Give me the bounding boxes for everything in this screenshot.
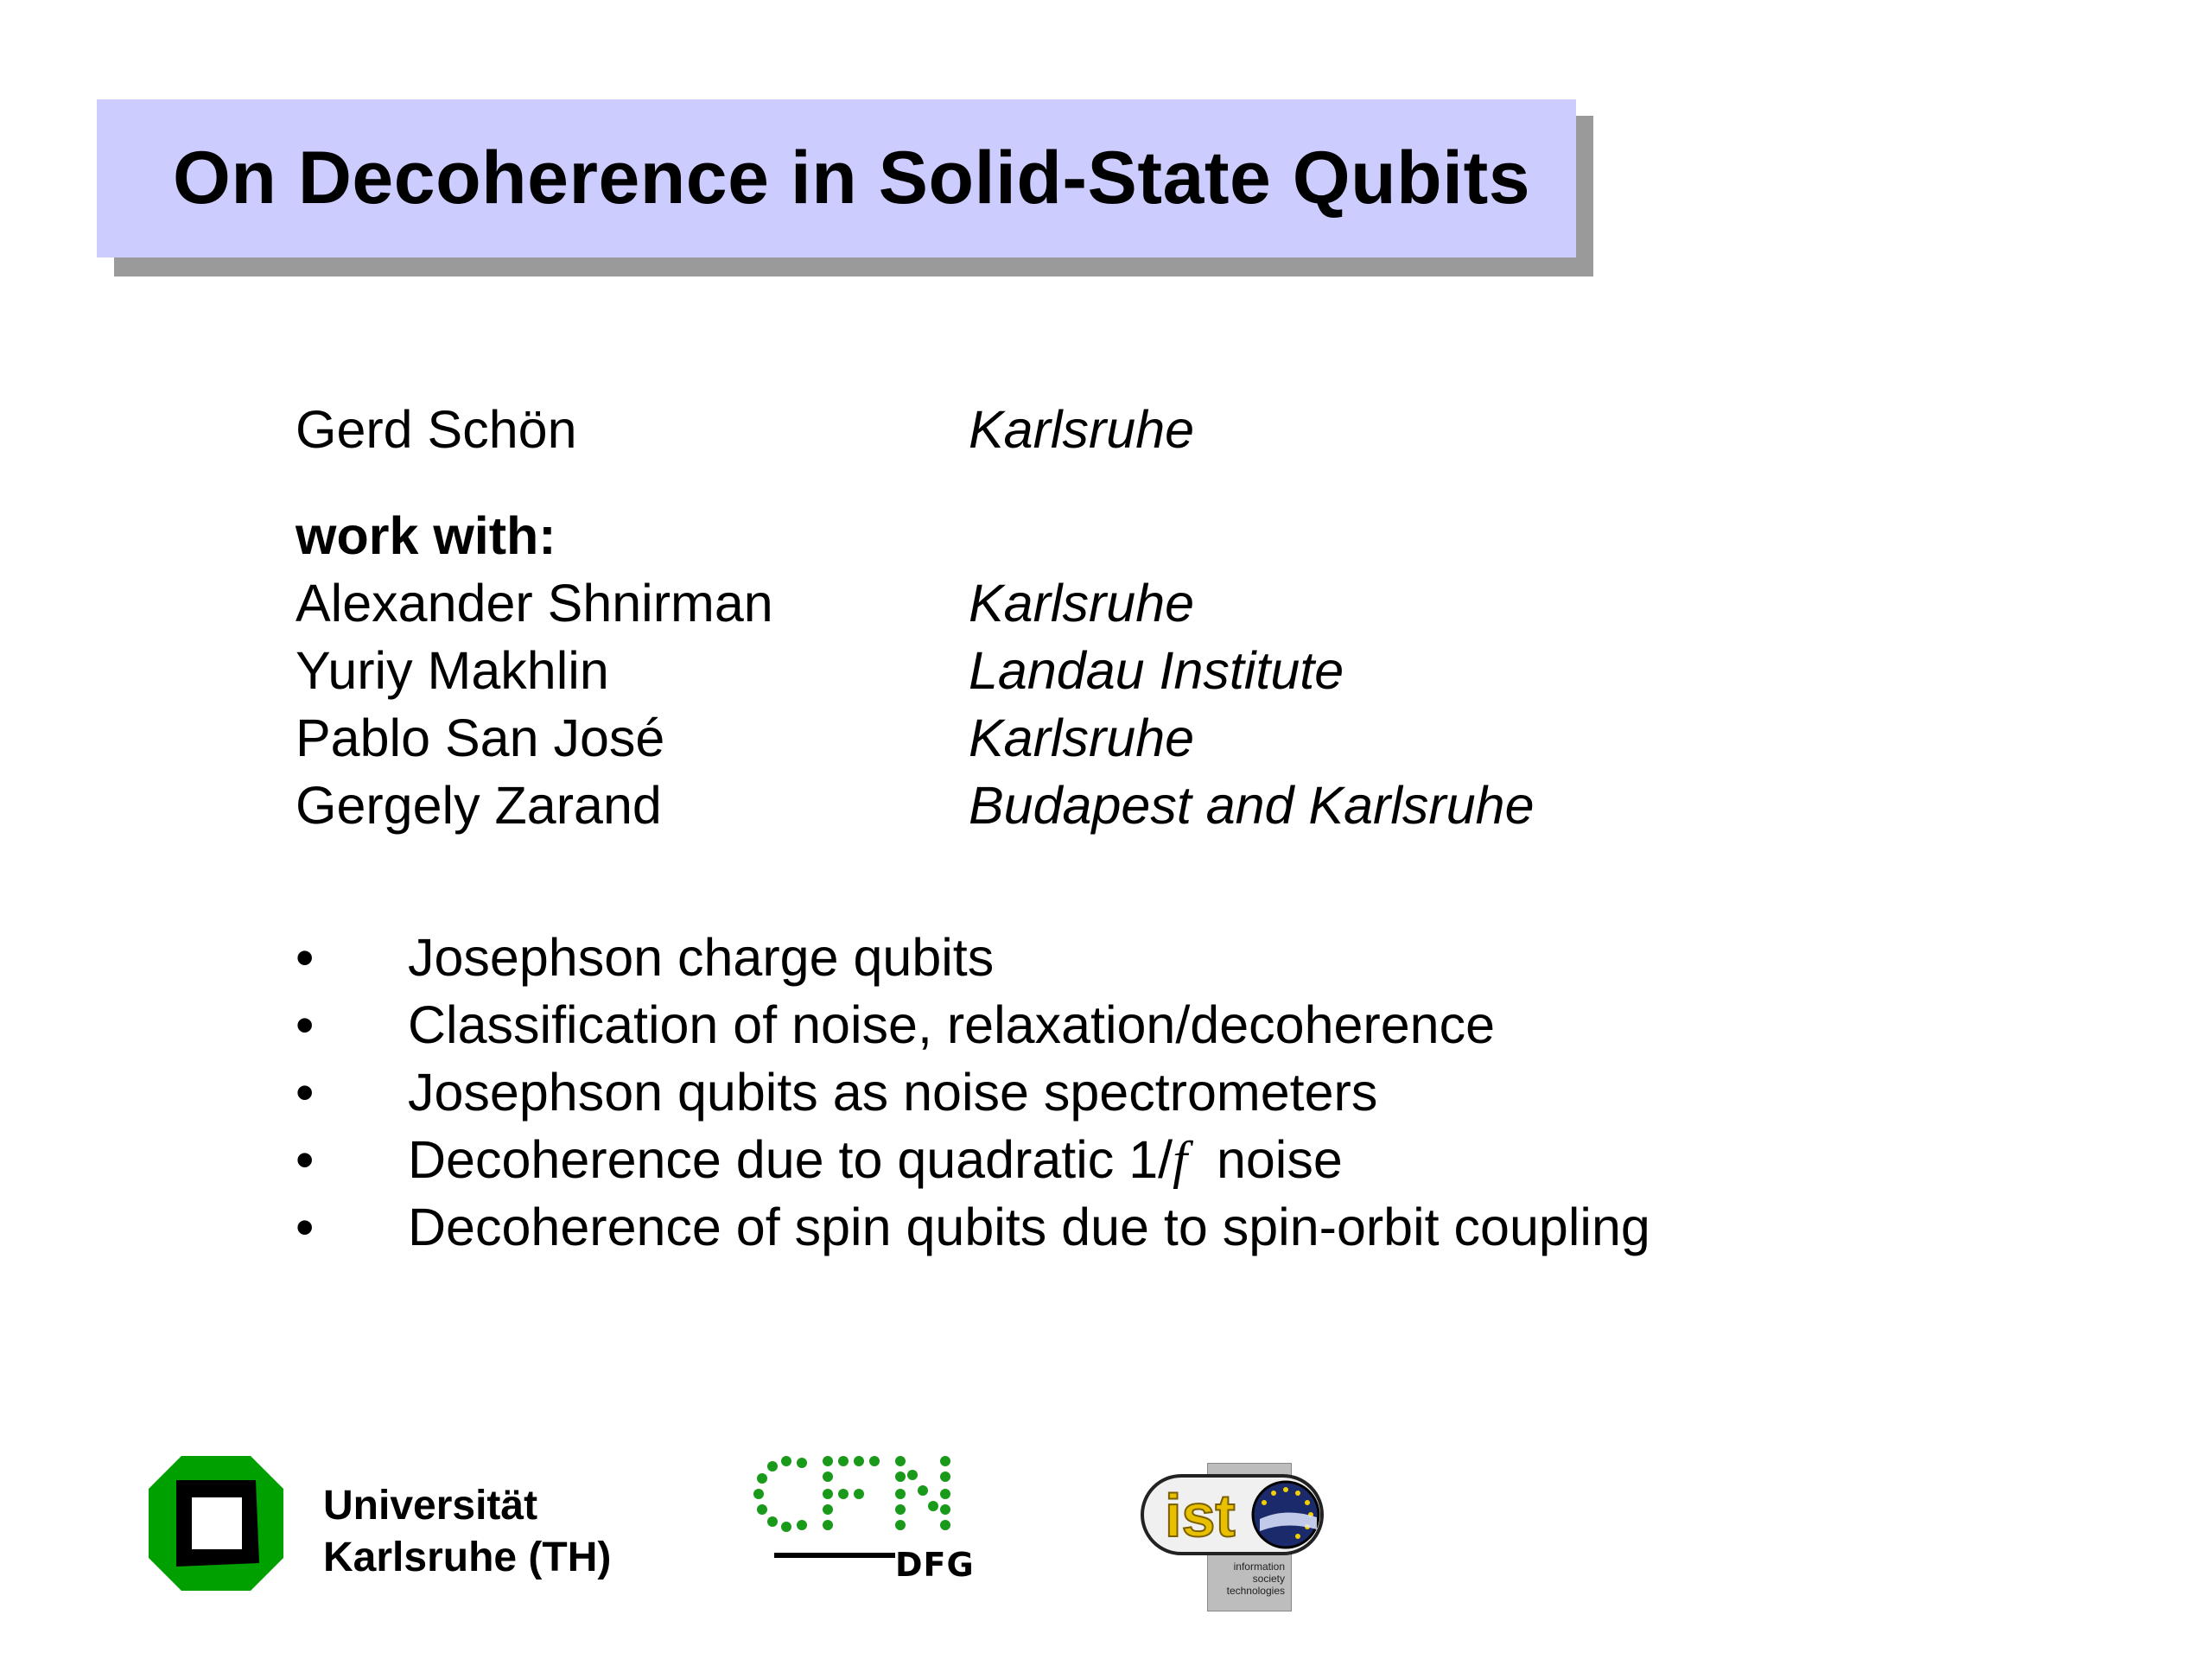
author-affiliation: Karlsruhe — [969, 400, 1195, 459]
coauthor-name: Gergely Zarand — [296, 776, 662, 835]
page-title: On Decoherence in Solid-State Qubits — [173, 137, 1531, 219]
topic-item: Classification of noise, relaxation/decoherence — [408, 995, 1496, 1054]
ist-logo-icon — [1139, 1469, 1329, 1564]
ist-label — [1209, 1560, 1285, 1597]
topic-item: Josephson charge qubits — [408, 928, 995, 987]
topic-item: Decoherence of spin qubits due to spin-orbit coupling — [408, 1198, 1650, 1256]
coauthor-name: Alexander Shnirman — [296, 574, 773, 632]
bullet-marker: • — [296, 995, 315, 1054]
ist-label-line2: society — [1252, 1573, 1285, 1585]
ist-label-line1: information — [1233, 1560, 1285, 1573]
coauthors-heading: work with: — [296, 506, 556, 565]
author-name: Gerd Schön — [296, 400, 577, 459]
bullet-marker: • — [296, 928, 315, 987]
svg-text:ist: ist — [1165, 1482, 1236, 1549]
coauthor-name: Yuriy Makhlin — [296, 641, 609, 700]
coauthor-name: Pablo San José — [296, 709, 665, 767]
ist-label-line3: technologies — [1226, 1585, 1285, 1597]
uni-name-line1: Universität — [323, 1483, 538, 1529]
math-f: f — [1173, 1132, 1188, 1190]
uni-name-line2: Karlsruhe (TH) — [323, 1535, 612, 1580]
bullet-marker: • — [296, 1198, 315, 1256]
topic-text-after: noise — [1187, 1130, 1343, 1189]
uni-karlsruhe-logo-icon — [147, 1454, 285, 1592]
cfn-dfg-label: DFG — [895, 1546, 975, 1584]
topic-item — [408, 1126, 1343, 1195]
coauthor-affiliation: Karlsruhe — [969, 574, 1195, 632]
coauthor-affiliation: Budapest and Karlsruhe — [969, 776, 1535, 835]
coauthor-affiliation: Karlsruhe — [969, 709, 1195, 767]
bullet-marker: • — [296, 1130, 315, 1189]
coauthor-affiliation: Landau Institute — [969, 641, 1344, 700]
title-box — [97, 99, 1576, 257]
topic-item: Josephson qubits as noise spectrometers — [408, 1063, 1378, 1122]
topic-text-before: Decoherence due to quadratic 1/ — [408, 1130, 1173, 1189]
bullet-marker: • — [296, 1063, 315, 1122]
